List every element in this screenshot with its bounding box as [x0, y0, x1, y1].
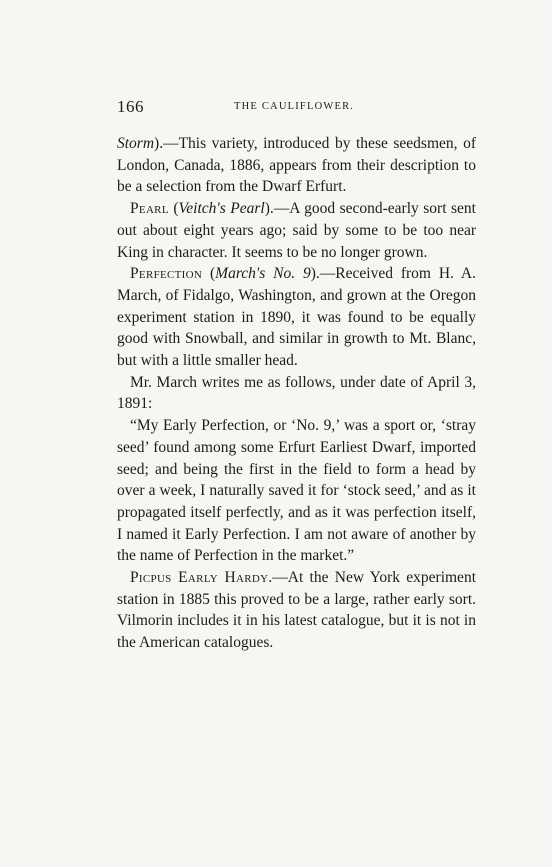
page-header	[117, 97, 477, 121]
running-head: THE CAULIFLOWER.	[234, 101, 355, 112]
paragraph-text: “My Early Perfection, or ‘No. 9,’ was a sport or, ‘stray seed’ found among some Erfurt Earliest Dwarf, imported seed; and being the first in the field to form a head by over a week, I naturally saved it for ‘stock seed,’ and as it propagated itself perfectly, and as it was perfection itself, I named it Early Perfection. I am not aware of another by the name of Perfection in the market.”	[117, 417, 476, 565]
variety-heading: Perfection	[130, 265, 203, 283]
paren-open: (	[168, 200, 179, 218]
variety-name-italic: Storm	[117, 135, 155, 152]
variety-heading: Pearl	[130, 200, 169, 218]
paren-open: (	[202, 265, 216, 283]
paragraph-text: Mr. March writes me as follows, under date of April 3, 1891:	[117, 373, 476, 413]
paragraph-text: ).—Received from H. A. March, of Fidalgo, Washington, and grown at the Oregon experiment station in 1890, it was found to be equally good with Snowball, and similar in growth to Mt. Blanc, but with a little smaller head.	[117, 265, 476, 370]
paragraph-pearl	[117, 198, 476, 263]
paragraph-text: ).—This variety, introduced by these seedsmen, of London, Canada, 1886, appears from their description to be a selection from the Dwarf Erfurt.	[117, 135, 476, 196]
body-text	[117, 133, 476, 654]
variety-name-italic: March's No. 9	[215, 265, 311, 283]
paragraph-text: .—At the New York experiment station in 1885 this proved to be a large, rather early sort. Vilmorin includes it in his latest catalogue, but it is not in the American catalogues.	[117, 569, 476, 652]
paragraph-march-letter-intro	[117, 372, 476, 415]
paragraph-quotation	[117, 415, 476, 567]
page-number: 166	[117, 97, 144, 116]
paragraph-text: ).—A good second-early sort sent out about eight years ago; said by some to be too near King in character. It seems to be no longer grown.	[117, 200, 476, 261]
variety-name-italic: Veitch's Pearl	[178, 200, 265, 218]
paragraph-storm	[117, 133, 476, 198]
paragraph-perfection	[117, 263, 476, 372]
variety-heading: Picpus Early Hardy	[130, 569, 269, 587]
paragraph-picpus	[117, 567, 476, 654]
